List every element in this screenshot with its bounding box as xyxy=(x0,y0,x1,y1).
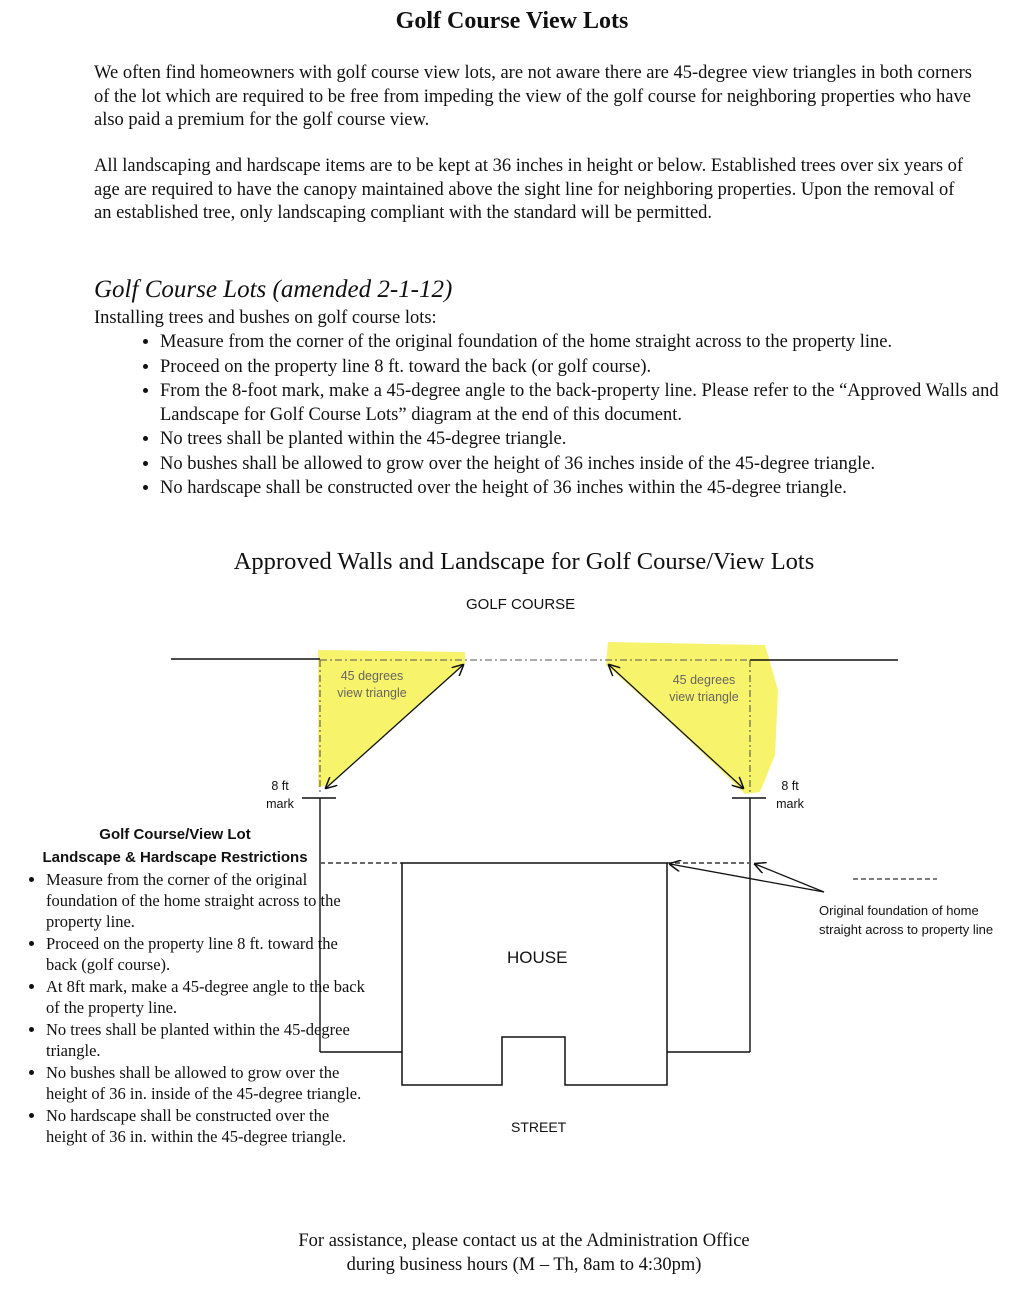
list-item: • Measure from the corner of the original foundation of the home straight across to the property line. xyxy=(46,869,366,932)
list-item: • No bushes shall be allowed to grow over the height of 36 in. inside of the 45-degree triangle. xyxy=(46,1062,366,1104)
foundation-note: Original foundation of home straight across to property line xyxy=(819,903,994,937)
street-label: STREET xyxy=(511,1119,567,1135)
right-8ft-mark-label: 8 ft mark xyxy=(776,779,804,811)
intro-paragraph: We often find homeowners with golf course view lots, are not aware there are 45-degree view triangles in both corners of the lot which are required to be free from impeding the view of the golf course for neighboring properties who have also paid a premium for the golf course view. xyxy=(94,63,972,130)
list-item: • No trees shall be planted within the 45-degree triangle. xyxy=(46,1019,366,1061)
right-triangle-highlight xyxy=(606,642,778,794)
section-heading: Golf Course Lots (amended 2-1-12) xyxy=(94,276,453,303)
diagram-title: Approved Walls and Landscape for Golf Course/View Lots xyxy=(233,548,815,575)
contact-line1: For assistance, please contact us at the Administration Office xyxy=(298,1231,750,1251)
contact-line2: during business hours (M – Th, 8am to 4:30pm) xyxy=(346,1255,702,1275)
landscaping-paragraph: All landscaping and hardscape items are to be kept at 36 inches in height or below. Established trees over six years of age are required to have the canopy maintained above the sight line for neighboring properties. Upon the removal of an established tree, only landscaping compliant with the standard will be permitted. xyxy=(94,156,964,223)
list-item: • No hardscape shall be constructed over the height of 36 inches within the 45-degree triangle. xyxy=(160,477,1020,501)
sidebar-heading-line2: Landscape & Hardscape Restrictions xyxy=(42,849,308,866)
sidebar-heading-line1: Golf Course/View Lot xyxy=(99,826,251,843)
list-item: • At 8ft mark, make a 45-degree angle to the back of the property line. xyxy=(46,976,366,1018)
list-item: • No trees shall be planted within the 45-degree triangle. xyxy=(160,428,1020,452)
list-item: • No bushes shall be allowed to grow over the height of 36 inches inside of the 45-degree triangle. xyxy=(160,453,1020,477)
page-title: Golf Course View Lots xyxy=(395,8,629,34)
foundation-arrow-1 xyxy=(670,864,824,892)
sidebar-restrictions-list xyxy=(6,869,366,1148)
left-triangle-label: 45 degrees view triangle xyxy=(337,669,407,700)
golf-course-label: GOLF COURSE xyxy=(466,596,576,613)
list-item: • No hardscape shall be constructed over the height of 36 in. within the 45-degree triangle. xyxy=(46,1105,366,1147)
list-item: • Measure from the corner of the original foundation of the home straight across to the property line. xyxy=(160,331,1020,355)
sidebar-heading xyxy=(0,823,350,869)
left-8ft-mark-label: 8 ft mark xyxy=(266,779,294,811)
right-triangle-label: 45 degrees view triangle xyxy=(669,673,739,704)
house-label: HOUSE xyxy=(507,948,568,967)
foundation-arrow-2 xyxy=(755,864,824,892)
list-item: • Proceed on the property line 8 ft. toward the back (golf course). xyxy=(46,933,366,975)
house-outline xyxy=(402,863,667,1085)
contact-info xyxy=(0,1229,1024,1277)
list-item: • Proceed on the property line 8 ft. toward the back (or golf course). xyxy=(160,356,1020,380)
list-item: • From the 8-foot mark, make a 45-degree angle to the back-property line. Please refer to the “Approved Walls and Landscape for Golf Course Lots” diagram at the end of this document. xyxy=(160,380,1020,427)
section-intro: Installing trees and bushes on golf course lots: xyxy=(94,308,437,328)
